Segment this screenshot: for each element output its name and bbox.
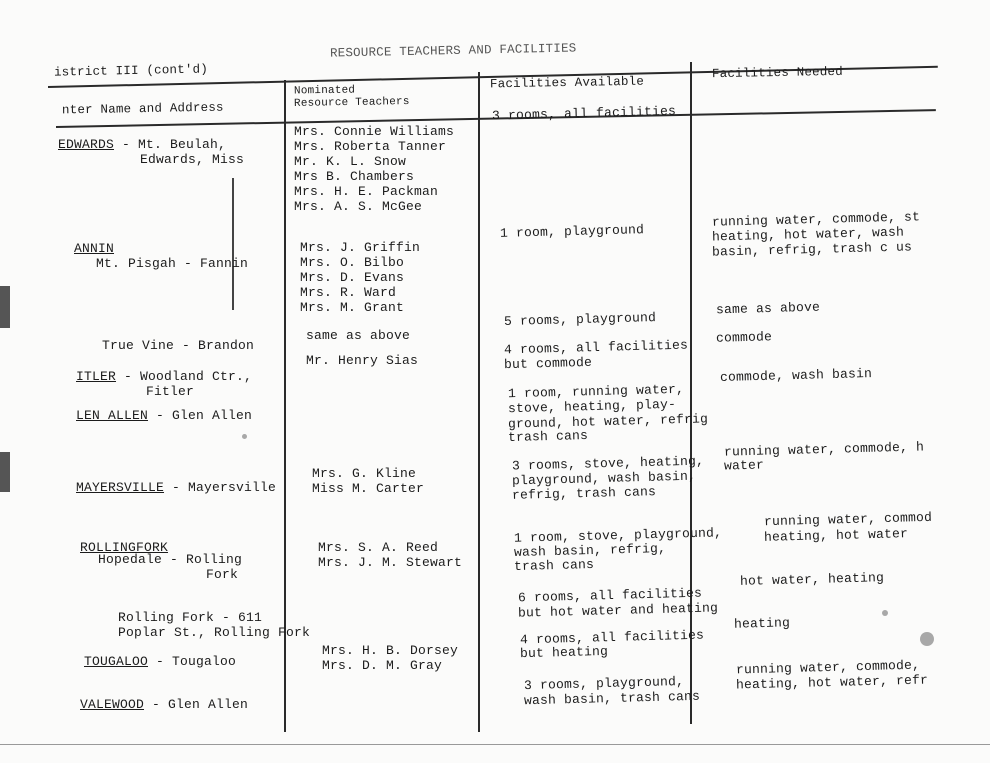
center-fitler: ITLER - Woodland Ctr.,: [76, 369, 253, 384]
center-edwards-addr: Edwards, Miss: [140, 152, 245, 167]
available-fitler-2: but commode: [503, 354, 593, 373]
teacher-fannin-4: Mrs. R. Ward: [300, 285, 397, 300]
teacher-tougaloo-1: Mrs. H. B. Dorsey: [322, 643, 459, 658]
needed-truevine: same as above: [715, 299, 821, 318]
teacher-fitler: Mr. Henry Sias: [306, 353, 419, 368]
available-rolling-fork-611-2: but hot water and heating: [517, 600, 719, 621]
available-fitler-1: 4 rooms, all facilities: [503, 337, 689, 358]
margin-mark: [232, 178, 234, 310]
needed-fannin-3: basin, refrig, trash c us: [711, 239, 913, 260]
teacher-edwards-5: Mrs. H. E. Packman: [294, 184, 439, 199]
page-bottom-edge: [0, 744, 990, 745]
available-glen-allen-3: ground, hot water, refrig: [507, 411, 709, 432]
center-valewood: VALEWOOD - Glen Allen: [80, 697, 249, 712]
teacher-edwards-4: Mrs B. Chambers: [294, 169, 415, 184]
available-valewood-2: wash basin, trash cans: [523, 688, 701, 709]
column-divider-3: [690, 62, 692, 724]
available-tougaloo-1: 4 rooms, all facilities: [519, 627, 705, 648]
scan-speck: [242, 434, 247, 439]
center-glen-allen: LEN ALLEN - Glen Allen: [76, 408, 253, 423]
teacher-rollingfork-2: Mrs. J. M. Stewart: [318, 555, 463, 570]
teacher-mayersville-1: Mrs. G. Kline: [312, 466, 417, 481]
needed-rollingfork-2: heating, hot water: [763, 526, 909, 545]
teacher-mayersville-2: Miss M. Carter: [312, 481, 425, 496]
available-rolling-fork-611-1: 6 rooms, all facilities: [517, 585, 703, 606]
available-glen-allen-4: trash cans: [507, 427, 589, 446]
available-fannin: 1 room, playground: [499, 222, 645, 241]
needed-valewood-1: running water, commode,: [735, 657, 921, 678]
binding-mark-2: [0, 452, 10, 492]
document-title: RESOURCE TEACHERS AND FACILITIES: [329, 41, 577, 61]
header-facilities-needed: Facilities Needed: [711, 64, 844, 82]
needed-rollingfork-1: running water, commod: [763, 509, 933, 530]
teacher-fannin-3: Mrs. D. Evans: [300, 270, 405, 285]
available-valewood-1: 3 rooms, playground,: [523, 673, 685, 694]
available-mayersville-1: 3 rooms, stove, heating,: [511, 453, 705, 474]
center-rolling-fork-611: Rolling Fork - 611: [118, 610, 263, 625]
header-teachers-line1: Nominated: [293, 84, 356, 98]
center-fannin: ANNIN: [74, 241, 115, 256]
teacher-edwards-1: Mrs. Connie Williams: [294, 124, 455, 139]
center-tougaloo: TOUGALOO - Tougaloo: [84, 654, 237, 669]
needed-rolling-fork-611: hot water, heating: [739, 570, 885, 589]
teacher-edwards-6: Mrs. A. S. McGee: [294, 199, 423, 214]
scan-speck: [882, 610, 888, 616]
needed-mayersville-1: running water, commode, h: [723, 439, 925, 460]
teacher-edwards-2: Mrs. Roberta Tanner: [294, 139, 447, 154]
available-mayersville-3: refrig, trash cans: [511, 484, 657, 503]
center-fitler-addr: Fitler: [146, 384, 195, 399]
available-truevine: 5 rooms, playground: [503, 310, 657, 329]
district-label: istrict III (cont'd): [53, 62, 209, 80]
available-mayersville-2: playground, wash basin,: [511, 468, 697, 489]
needed-fannin-1: running water, commode, st: [711, 209, 921, 230]
header-center-name: nter Name and Address: [61, 100, 224, 118]
available-glen-allen-2: stove, heating, play-: [507, 396, 677, 417]
teacher-truevine: same as above: [306, 328, 411, 343]
needed-glen-allen: commode, wash basin: [719, 366, 873, 385]
center-mayersville: MAYERSVILLE - Mayersville: [76, 480, 277, 495]
center-rolling-fork-addr: Poplar St., Rolling Fork: [118, 625, 311, 640]
teacher-fannin-5: Mrs. M. Grant: [300, 300, 405, 315]
teacher-fannin-1: Mrs. J. Griffin: [300, 240, 421, 255]
binding-mark-1: [0, 286, 10, 328]
needed-mayersville-2: water: [723, 457, 765, 474]
teacher-fannin-2: Mrs. O. Bilbo: [300, 255, 405, 270]
center-fannin-addr: Mt. Pisgah - Fannin: [96, 256, 249, 271]
header-teachers-line2: Resource Teachers: [293, 95, 410, 111]
center-rollingfork-hopedale: Hopedale - Rolling: [98, 552, 243, 567]
center-rollingfork: ROLLINGFORK: [80, 540, 169, 555]
available-rollingfork-1: 1 room, stove, playground,: [513, 525, 723, 546]
available-tougaloo-2: but heating: [519, 643, 609, 662]
teacher-tougaloo-2: Mrs. D. M. Gray: [322, 658, 443, 673]
center-edwards: EDWARDS - Mt. Beulah,: [58, 137, 227, 152]
center-rollingfork-fork: Fork: [206, 567, 239, 582]
available-edwards: 3 rooms, all facilities: [491, 103, 677, 124]
available-rollingfork-3: trash cans: [513, 556, 595, 575]
header-facilities-available: Facilities Available: [489, 74, 645, 92]
needed-tougaloo: heating: [733, 615, 791, 632]
available-glen-allen-1: 1 room, running water,: [507, 381, 685, 402]
needed-valewood-2: heating, hot water, refr: [735, 672, 929, 693]
needed-fitler: commode: [715, 329, 773, 346]
available-rollingfork-2: wash basin, refrig,: [513, 541, 667, 560]
scan-speck: [920, 632, 934, 646]
center-true-vine: True Vine - Brandon: [102, 338, 255, 353]
teacher-edwards-3: Mr. K. L. Snow: [294, 154, 407, 169]
needed-fannin-2: heating, hot water, wash: [711, 224, 905, 245]
column-divider-2: [478, 72, 480, 732]
teacher-rollingfork-1: Mrs. S. A. Reed: [318, 540, 439, 555]
